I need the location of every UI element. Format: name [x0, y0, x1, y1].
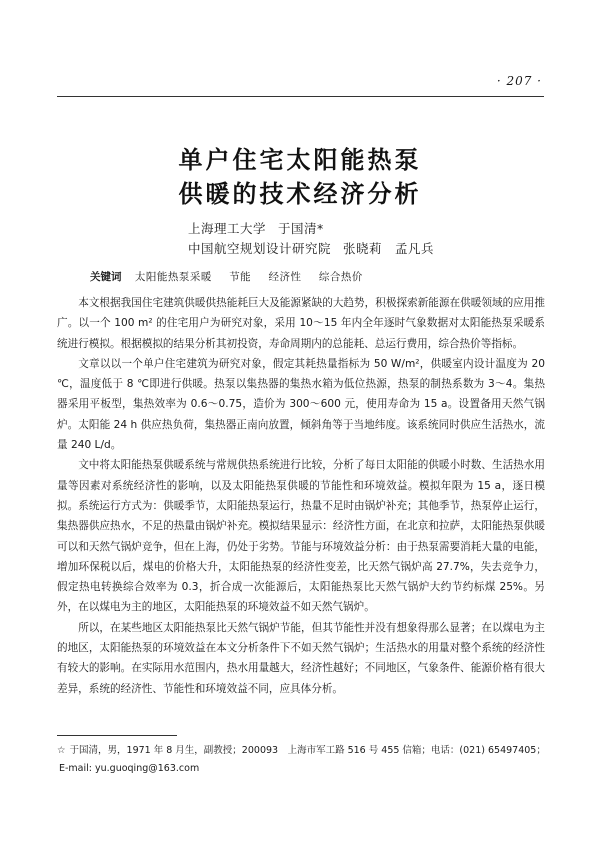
header-rule — [57, 96, 544, 97]
footnote — [57, 742, 547, 778]
footnote-email: E-mail: yu.guoqing@163.com — [59, 763, 200, 774]
title-line-1: 单户住宅太阳能热泵 — [178, 146, 422, 174]
keyword: 综合热价 — [318, 271, 363, 283]
footnote-star: ☆ — [57, 745, 66, 756]
affiliation-1 — [188, 219, 324, 237]
page-number: · 207 · — [496, 74, 542, 88]
paragraph: 本文根据我国住宅建筑供暖供热能耗巨大及能源紧缺的大趋势，积极探索新能源在供暖领域的应用推广。以一个 100 m² 的住宅用户为研究对象，采用 10～15 年内全年逐时气象数据对太阳能热泵采暖系统进行模拟。根据模拟的结果分析其初投资，寿命周期内的总能耗、总运行费用，综合热价等指标。 — [57, 297, 545, 350]
footnote-rule — [57, 735, 177, 736]
affiliation-2 — [188, 239, 434, 257]
title-line-2: 供暖的技术经济分析 — [178, 180, 422, 208]
keywords-label: 关键词 — [90, 271, 122, 283]
institution: 上海理工大学 — [188, 221, 267, 236]
paragraph: 文章以以一个单户住宅建筑为研究对象，假定其耗热量指标为 50 W/m²，供暖室内设计温度为 20 ℃，温度低于 8 ℃即进行供暖。热泵以集热器的集热水箱为低位热源，热泵的制热系数为 3～4。集热器采用平板型，集热效率为 0.6～0.75，造价为 300～600 元，使用寿命为 15 a。设置备用天然气锅炉。太阳能 24 h 供应热负荷，集热器正南向放置，倾斜角等于当地纬度。该系统同时供应生活热水，流量 240 L/d。 — [57, 357, 545, 452]
keyword: 经济性 — [268, 271, 302, 283]
authors: 张晓莉 孟凡兵 — [343, 241, 435, 256]
paragraph: 文中将太阳能热泵供暖系统与常规供热系统进行比较，分析了每日太阳能的供暖小时数、生活热水用量等因素对系统经济性的影响，以及太阳能热泵供暖的节能性和环境效益。模拟年限为 15 a，逐日模拟。系统运行方式为：供暖季节，太阳能热泵运行，热量不足时由锅炉补充；其他季节，热泵停止运行，集热器供应热水，不足的热量由锅炉补充。模拟结果显示：经济性方面，在北京和拉萨，太阳能热泵供暖可以和天然气锅炉竞争，但在上海，仍处于劣势。节能与环境效益分析：由于热泵需要消耗大量的电能，增加环保税以后，煤电的价格大升，太阳能热泵的经济性变差，比天然气锅炉高 27.7%，失去竞争力，假定热电转换综合效率为 0.3，折合成一次能源后，太阳能热泵比天然气锅炉大约节约标煤 25%。另外，在以煤电为主的地区，太阳能热泵的环境效益不如天然气锅炉。 — [57, 459, 545, 614]
authors: 于国清* — [278, 221, 324, 236]
institution: 中国航空规划设计研究院 — [188, 241, 332, 256]
footnote-text: 于国清，男，1971 年 8 月生，副教授；200093 上海市军工路 516 号 455 信箱；电话：(021) 65497405； — [69, 745, 546, 756]
paragraph: 所以，在某些地区太阳能热泵比天然气锅炉节能，但其节能性并没有想象得那么显著；在以煤电为主的地区，太阳能热泵的环境效益在本文分析条件下不如天然气锅炉；生活热水的用量对整个系统的经济性有较大的影响。在实际用水范围内，热水用量越大，经济性越好；不同地区，气象条件、能源价格有很大差异，系统的经济性、节能性和环境效益不同，应具体分析。 — [57, 621, 545, 695]
keywords — [90, 269, 377, 284]
keyword: 太阳能热泵采暖 — [134, 271, 212, 283]
keyword: 节能 — [229, 271, 252, 283]
abstract-body — [57, 293, 545, 699]
